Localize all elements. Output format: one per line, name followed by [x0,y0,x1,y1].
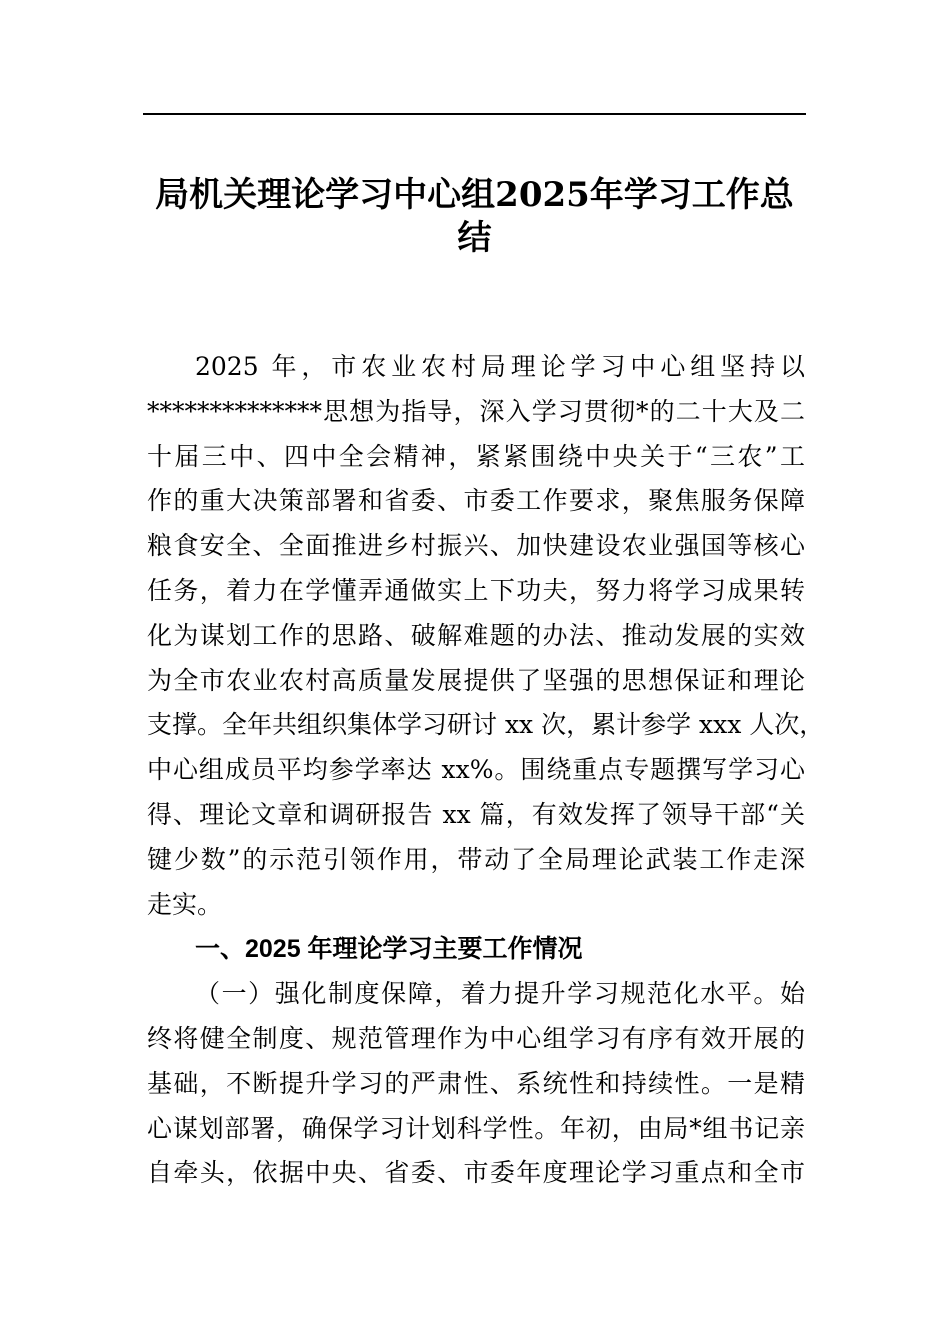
body-line: 任务，着力在学懂弄通做实上下功夫，努力将学习成果转 [147,575,805,605]
body-line: 终将健全制度、规范管理作为中心组学习有序有效开展的 [147,1023,805,1053]
body-line: 自牵头，依据中央、省委、市委年度理论学习重点和全市 [147,1158,805,1188]
body-line: 化为谋划工作的思路、破解难题的办法、推动发展的实效 [147,620,805,650]
body-line: 基础，不断提升学习的严肃性、系统性和持续性。一是精 [147,1068,805,1098]
body-line: 2025 年，市农业农村局理论学习中心组坚持以 [195,352,805,381]
body-line: **************思想为指导，深入学习贯彻*的二十大及二 [147,396,805,426]
body-line: 支撑。全年共组织集体学习研讨 xx 次，累计参学 xxx 人次， [147,710,825,740]
body-line: 得、理论文章和调研报告 xx 篇，有效发挥了领导干部“关 [147,799,805,829]
body-line: 为全市农业农村高质量发展提供了坚强的思想保证和理论 [147,665,805,695]
body-line: 作的重大决策部署和省委、市委工作要求，聚焦服务保障 [147,486,805,516]
body-line: 心谋划部署，确保学习计划科学性。年初，由局*组书记亲 [147,1113,805,1143]
body-line: 中心组成员平均参学率达 xx%。围绕重点专题撰写学习心 [147,755,805,785]
body-line: 粮食安全、全面推进乡村振兴、加快建设农业强国等核心 [147,531,805,561]
section-heading: 一、2025 年理论学习主要工作情况 [195,935,583,964]
body-line: 走实。 [147,889,223,919]
document-title-line-2: 结 [457,218,492,258]
document-title-line-1: 局机关理论学习中心组2025年学习工作总 [155,175,794,215]
header-rule [143,113,806,115]
body-line: 键少数”的示范引领作用，带动了全局理论武装工作走深 [147,844,805,874]
document-body [147,345,825,1196]
body-line: 十届三中、四中全会精神，紧紧围绕中央关于“三农”工 [147,441,805,471]
body-line: （一）强化制度保障，着力提升学习规范化水平。始 [195,979,805,1009]
